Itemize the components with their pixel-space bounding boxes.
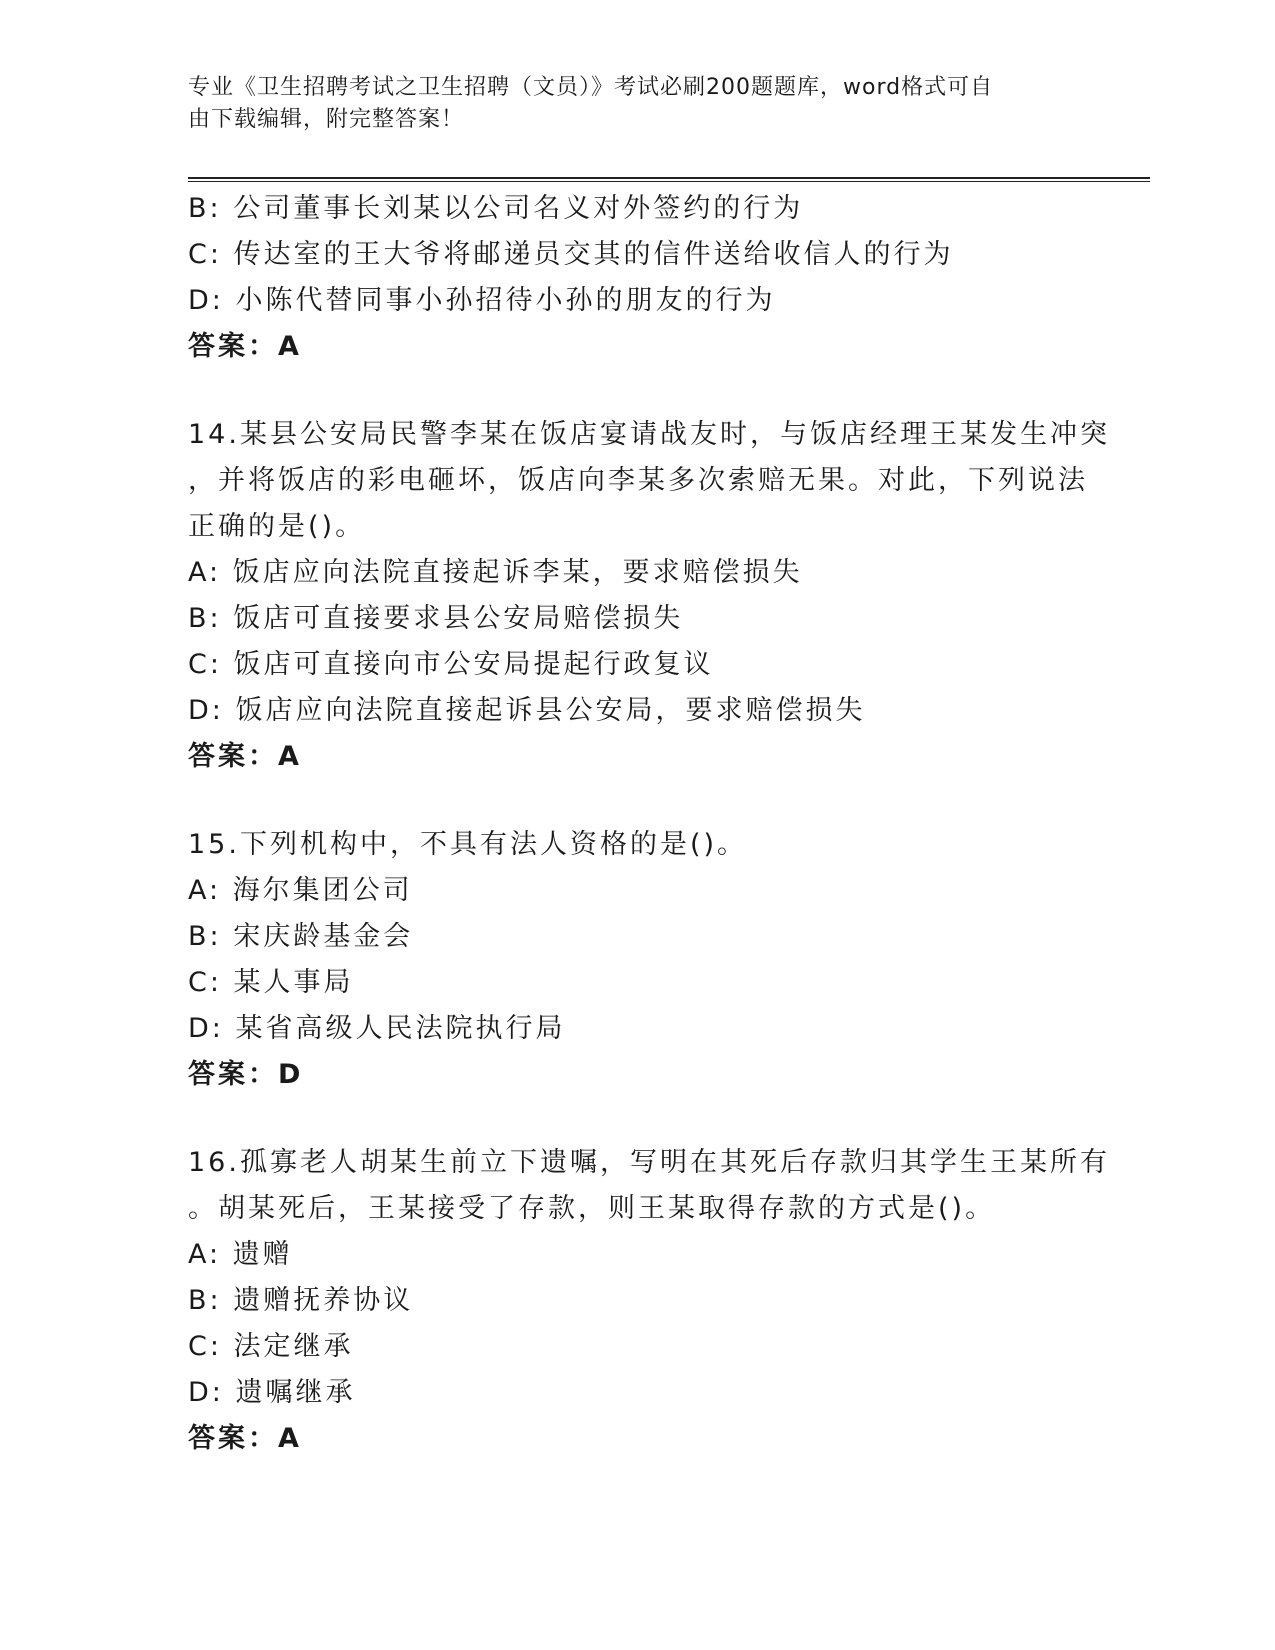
spacer bbox=[188, 370, 1088, 412]
option-a: A: 海尔集团公司 bbox=[188, 875, 413, 906]
option-c: C: 某人事局 bbox=[188, 967, 354, 998]
document-header bbox=[188, 72, 1068, 136]
header-line-1: 专业《卫生招聘考试之卫生招聘（文员）》考试必刷200题题库，word格式可自 bbox=[188, 75, 994, 100]
question-16 bbox=[188, 1140, 1110, 1462]
question-stem: 14.某县公安局民警李某在饭店宴请战友时，与饭店经理王某发生冲突 bbox=[188, 419, 1110, 450]
question-stem: 16.孤寡老人胡某生前立下遗嘱，写明在其死后存款归其学生王某所有 bbox=[188, 1147, 1110, 1178]
question-stem: 正确的是()。 bbox=[188, 511, 366, 542]
question-stem: ，并将饭店的彩电砸坏，饭店向李某多次索赔无果。对此，下列说法 bbox=[188, 465, 1088, 496]
option-b: B: 遗赠抚养协议 bbox=[188, 1285, 414, 1316]
option-d: D: 某省高级人民法院执行局 bbox=[188, 1013, 566, 1044]
question-stem: 15.下列机构中，不具有法人资格的是()。 bbox=[188, 829, 748, 860]
answer: 答案：A bbox=[188, 331, 302, 362]
header-line-2: 由下载编辑，附完整答案！ bbox=[188, 107, 465, 132]
spacer bbox=[188, 1098, 1088, 1140]
option-b: B: 公司董事长刘某以公司名义对外签约的行为 bbox=[188, 193, 804, 224]
answer: 答案：D bbox=[188, 1059, 304, 1090]
option-c: C: 法定继承 bbox=[188, 1331, 354, 1362]
option-b: B: 饭店可直接要求县公安局赔偿损失 bbox=[188, 603, 684, 634]
question-15 bbox=[188, 822, 1088, 1098]
option-a: A: 遗赠 bbox=[188, 1239, 293, 1270]
option-a: A: 饭店应向法院直接起诉李某，要求赔偿损失 bbox=[188, 557, 803, 588]
question-13 bbox=[188, 186, 1088, 370]
header-divider bbox=[188, 177, 1150, 182]
option-d: D: 遗嘱继承 bbox=[188, 1377, 356, 1408]
option-d: D: 饭店应向法院直接起诉县公安局，要求赔偿损失 bbox=[188, 695, 866, 726]
option-d: D: 小陈代替同事小孙招待小孙的朋友的行为 bbox=[188, 285, 776, 316]
option-b: B: 宋庆龄基金会 bbox=[188, 921, 414, 952]
answer: 答案：A bbox=[188, 1423, 302, 1454]
answer: 答案：A bbox=[188, 741, 302, 772]
question-stem: 。胡某死后，王某接受了存款，则王某取得存款的方式是()。 bbox=[188, 1193, 996, 1224]
question-list bbox=[188, 186, 1110, 1462]
spacer bbox=[188, 780, 1088, 822]
question-14 bbox=[188, 412, 1110, 780]
option-c: C: 传达室的王大爷将邮递员交其的信件送给收信人的行为 bbox=[188, 239, 954, 270]
option-c: C: 饭店可直接向市公安局提起行政复议 bbox=[188, 649, 714, 680]
